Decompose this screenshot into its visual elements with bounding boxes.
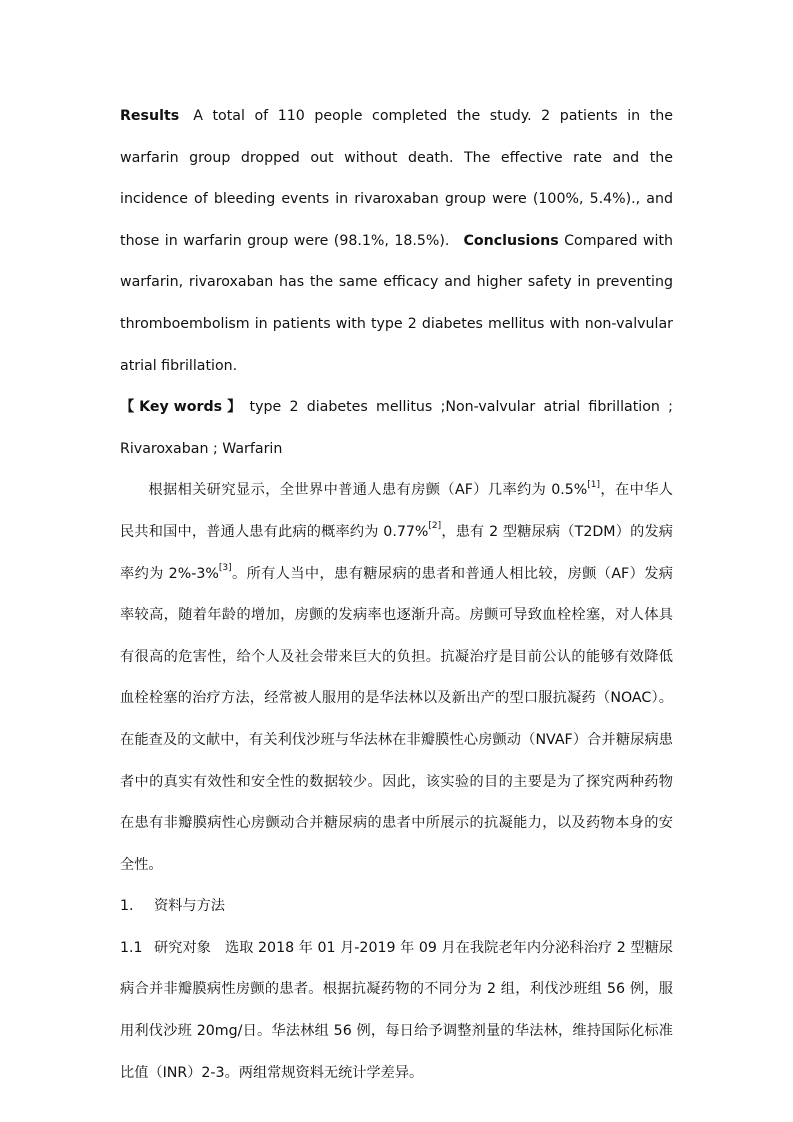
keyword-token: atrial bbox=[543, 399, 581, 416]
keyword-token: 2 bbox=[289, 399, 299, 416]
keyword-token: type bbox=[249, 399, 282, 416]
intro-sentence-3: ，患有 2 型糖尿病（T2DM）的发病率约为 2%-3% bbox=[120, 523, 673, 582]
citation-3: [3] bbox=[218, 562, 232, 573]
citation-1: [1] bbox=[587, 479, 600, 490]
intro-sentence-2: ，在中华人民共和国中，普通人患有此病的概率约为 0.77% bbox=[120, 482, 673, 540]
section-1-number: 1. bbox=[120, 898, 134, 915]
intro-sentence-1: 根据相关研究显示，全世界中普通人患有房颤（AF）几率约为 0.5% bbox=[148, 482, 588, 499]
keywords-line-2: Rivaroxaban ; Warfarin bbox=[120, 440, 283, 457]
keyword-token: ; bbox=[668, 399, 673, 416]
section-1-title: 资料与方法 bbox=[154, 898, 225, 915]
intro-paragraph bbox=[120, 470, 673, 886]
results-paragraph bbox=[120, 96, 673, 387]
results-text: A total of 110 people completed the study. 2 patients in the warfarin group dropped out without death. The effective rate and the incidence of bleeding events in rivaroxaban group were (100%, 5.4%)., and those in warfarin group were (98.1%, 18.5%). bbox=[120, 108, 673, 249]
keyword-token: diabetes bbox=[306, 399, 368, 416]
section-1-1-paragraph bbox=[120, 928, 673, 1094]
keywords-block bbox=[120, 387, 673, 470]
section-1-heading bbox=[120, 886, 673, 928]
intro-sentence-4: 。所有人当中，患有糖尿病的患者和普通人相比较，房颤（AF）发病率较高，随着年龄的增加，房颤的发病率也逐渐升高。房颤可导致血栓栓塞，对人体具有很高的危害性，给个人及社会带来巨大的负担。抗凝治疗是目前公认的能够有效降低血栓栓塞的治疗方法，经常被人服用的是华法林以及新出产的型口服抗凝药（NOAC）。在能查及的文献中，有关利伐沙班与华法林在非瓣膜性心房颤动（NVAF）合并糖尿病患者中的真实有效性和安全性的数据较少。因此，该实验的目的主要是为了探究两种药物在患有非瓣膜病性心房颤动合并糖尿病的患者中所展示的抗凝能力，以及药物本身的安全性。 bbox=[120, 565, 673, 873]
section-1-1-number: 1.1 bbox=[120, 939, 143, 956]
conclusions-label: Conclusions bbox=[463, 232, 559, 249]
results-label: Results bbox=[120, 108, 180, 124]
section-1-1-title: 研究对象 bbox=[154, 939, 211, 956]
conclusions-text: Compared with warfarin, rivaroxaban has the same efficacy and higher safety in preventing thromboembolism in patients with type 2 diabetes mellitus with non-valvular atrial fibrillation. bbox=[120, 232, 673, 374]
keywords-label: 【 Key words 】 bbox=[120, 399, 242, 416]
citation-2: [2] bbox=[428, 521, 442, 532]
paper-page bbox=[120, 96, 673, 1094]
keyword-token: ;Non-valvular bbox=[440, 399, 536, 416]
section-1-1-text: 选取 2018 年 01 月-2019 年 09 月在我院老年内分泌科治疗 2 型糖尿病合并非瓣膜病性房颤的患者。根据抗凝药物的不同分为 2 组，利伐沙班组 56 例，服用利伐沙班 20mg/日。华法林组 56 例，每日给予调整剂量的华法林，维持国际化标准比值（INR）2-3。两组常规资料无统计学差异。 bbox=[120, 939, 673, 1081]
keywords-line-1 bbox=[120, 387, 673, 429]
keyword-token: mellitus bbox=[376, 399, 433, 416]
keyword-token: fibrillation bbox=[588, 399, 660, 416]
